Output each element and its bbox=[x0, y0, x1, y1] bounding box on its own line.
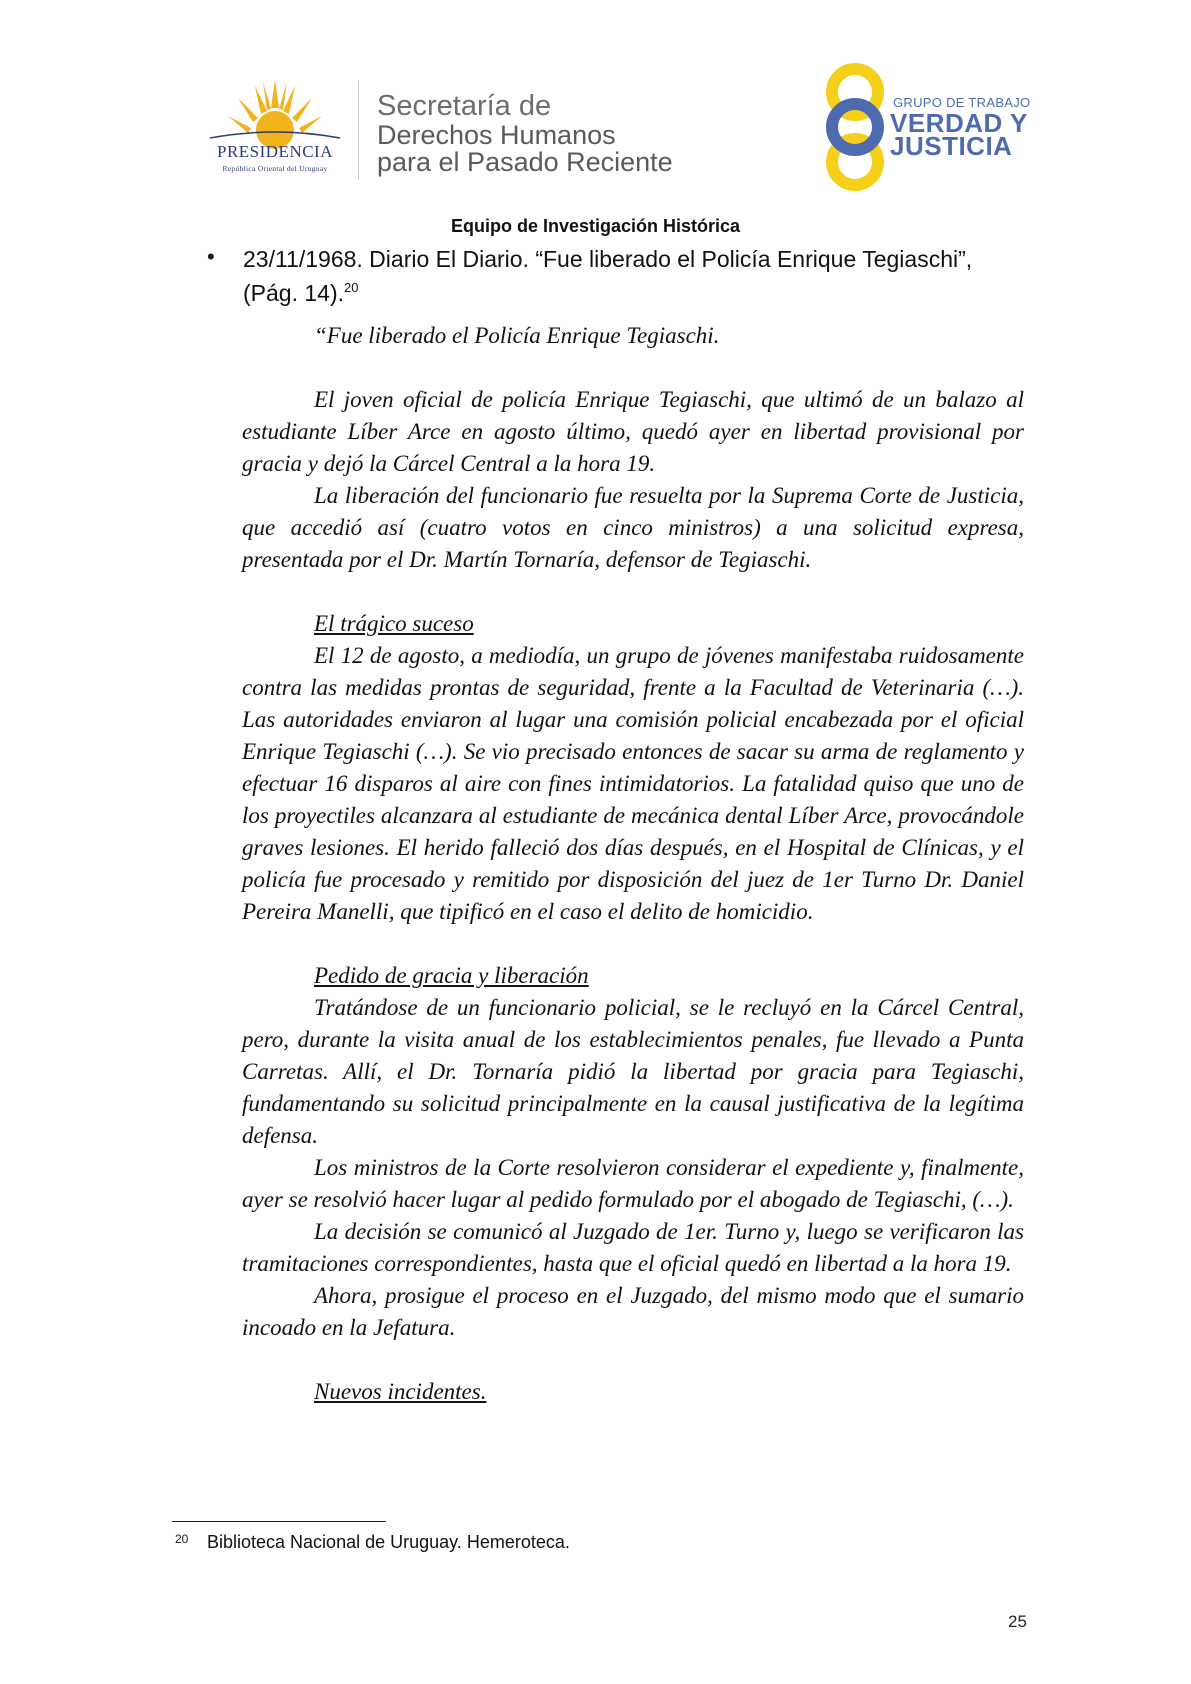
secretaria-title-line1: Secretaría de bbox=[377, 90, 552, 122]
quote-paragraph: El 12 de agosto, a mediodía, un grupo de jóvenes manifestaba ruidosamente contra las medidas prontas de seguridad, frente a la Facultad de Veterinaria (…). Las autoridades enviaron al lugar una comisión policial encabezada por el oficial Enrique Tegiaschi (…). Se vio precisado entonces de sacar su arma de reglamento y efectuar 16 disparos al aire con fines intimidatorios. La fatalidad quiso que uno de los proyectiles alcanzara al estudiante de mecánica dental Líber Arce, provocándole graves lesiones. El herido falleció dos días después, en el Hospital de Clínicas, y el policía fue procesado y remitido por disposición del juez de 1er Turno Dr. Daniel Pereira Manelli, que tipificó en el caso el delito de homicidio. bbox=[242, 643, 1024, 924]
vyj-title-line2: JUSTICIA bbox=[890, 131, 1013, 161]
secretaria-title-line2: Derechos Humanos bbox=[377, 120, 616, 150]
vyj-title-line1: VERDAD Y bbox=[890, 108, 1028, 138]
quote-title: “Fue liberado el Policía Enrique Tegiaschi. bbox=[314, 323, 720, 348]
entry-citation bbox=[243, 242, 1033, 310]
presidencia-subtitle: República Oriental del Uruguay bbox=[222, 164, 328, 173]
secretaria-title-line3: para el Pasado Reciente bbox=[377, 147, 673, 177]
quote-paragraph: La liberación del funcionario fue resuelta por la Suprema Corte de Justicia, que accedió así (cuatro votos en cinco ministros) a una solicitud expresa, presentada por el Dr. Martín Tornaría, defensor de Tegiaschi. bbox=[242, 483, 1024, 572]
presidencia-title: PRESIDENCIA bbox=[216, 142, 333, 161]
quote-paragraph: El joven oficial de policía Enrique Tegiaschi, que ultimó de un balazo al estudiante Líber Arce en agosto último, quedó ayer en libertad provisional por gracia y dejó la Cárcel Central a la hora 19. bbox=[242, 387, 1024, 476]
vyj-subtitle: GRUPO DE TRABAJO bbox=[893, 95, 1031, 110]
entry-citation-page: (Pág. 14). bbox=[243, 280, 344, 306]
quote-paragraph: Ahora, prosigue el proceso en el Juzgado, del mismo modo que el sumario incoado en la Jefatura. bbox=[242, 1283, 1024, 1340]
bullet-marker: • bbox=[207, 244, 215, 269]
quote-subheading: Nuevos incidentes. bbox=[314, 1379, 487, 1404]
quote-paragraph: Tratándose de un funcionario policial, se le recluyó en la Cárcel Central, pero, durante la visita anual de los establecimientos penales, fue llevado a Punta Carretas. Allí, el Dr. Tornaría pidió la libertad por gracia para Tegiaschi, fundamentando su solicitud principalmente en la causal justificativa de la legítima defensa. bbox=[242, 995, 1024, 1148]
footnote-separator bbox=[172, 1521, 386, 1522]
footnote-number: 20 bbox=[175, 1532, 189, 1546]
quote-paragraph: La decisión se comunicó al Juzgado de 1er. Turno y, luego se verificaron las tramitaciones correspondientes, hasta que el oficial quedó en libertad a la hora 19. bbox=[242, 1219, 1024, 1276]
entry-citation-line1: 23/11/1968. Diario El Diario. “Fue liberado el Policía Enrique Tegiaschi”, bbox=[243, 246, 973, 272]
header-divider bbox=[358, 80, 359, 180]
page-number: 25 bbox=[1008, 1612, 1027, 1631]
quote-subheading: Pedido de gracia y liberación bbox=[314, 963, 589, 988]
footnote-ref[interactable]: 20 bbox=[344, 280, 359, 295]
quote-paragraph: Los ministros de la Corte resolvieron considerar el expediente y, finalmente, ayer se resolvió hacer lugar al pedido formulado por el abogado de Tegiaschi, (…). bbox=[242, 1155, 1024, 1212]
team-title: Equipo de Investigación Histórica bbox=[450, 216, 741, 236]
presidencia-sun-logo bbox=[195, 78, 355, 178]
quoted-article bbox=[242, 320, 1024, 1408]
footnote-text: Biblioteca Nacional de Uruguay. Hemeroteca. bbox=[207, 1532, 570, 1552]
entry-citation-line2 bbox=[243, 276, 1033, 310]
quote-subheading: El trágico suceso bbox=[314, 611, 474, 636]
